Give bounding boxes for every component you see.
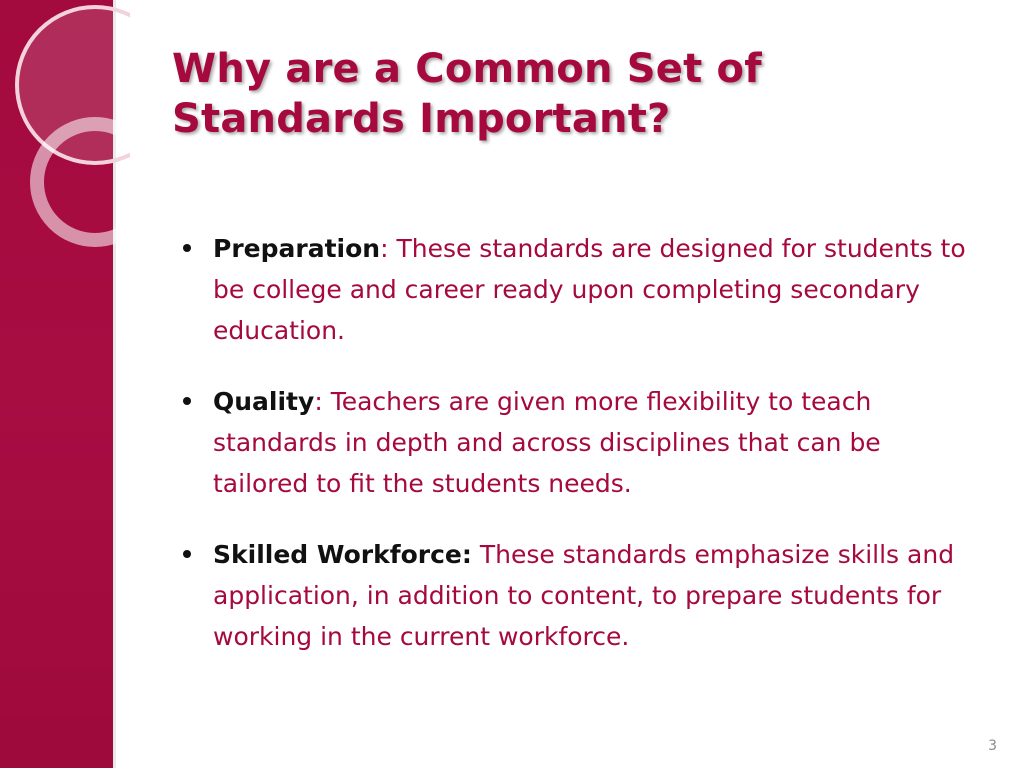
bullet-text: Teachers are given more flexibility to teach standards in depth and across disciplines that can be tailored to fit the students needs. — [213, 387, 881, 498]
bullet-dot-icon — [183, 397, 191, 405]
slide-title — [172, 44, 992, 144]
bullet-dot-icon — [183, 244, 191, 252]
decorative-rings — [0, 0, 130, 260]
bullet-list — [183, 228, 983, 687]
bullet-term: Quality — [213, 387, 315, 416]
bullet-separator: : — [314, 387, 323, 416]
page-number: 3 — [988, 738, 997, 754]
bullet-item-skilled-workforce — [183, 534, 983, 657]
slide-title-line-1: Why are a Common Set of — [172, 46, 762, 92]
bullet-dot-icon — [183, 550, 191, 558]
bullet-term: Skilled Workforce: — [213, 540, 472, 569]
bullet-separator: : — [380, 234, 389, 263]
slide-title-line-2: Standards Important? — [172, 96, 671, 142]
bullet-text: These standards are designed for students to be college and career ready upon completing secondary education. — [213, 234, 966, 345]
bullet-item-quality — [183, 381, 983, 504]
bullet-term: Preparation — [213, 234, 381, 263]
decorative-ring-large — [17, 7, 130, 163]
bullet-text: These standards emphasize skills and application, in addition to content, to prepare students for working in the current workforce. — [213, 540, 955, 651]
bullet-item-preparation — [183, 228, 983, 351]
